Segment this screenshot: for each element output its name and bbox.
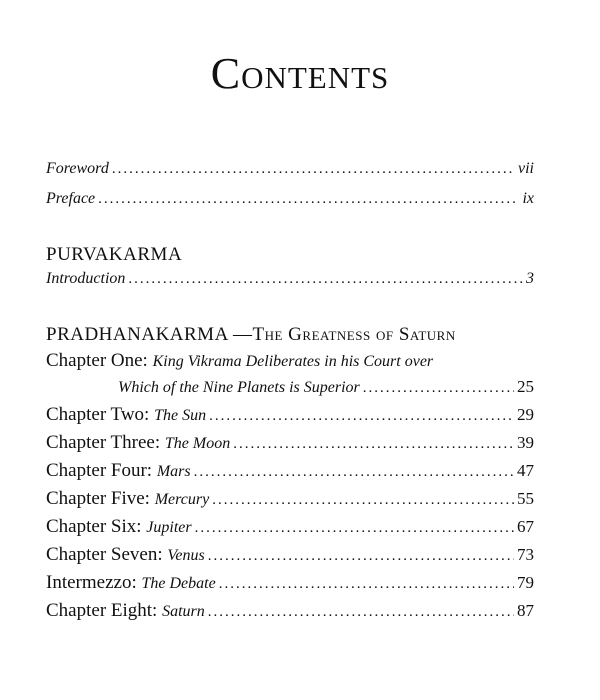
page-number: 67 — [517, 517, 534, 536]
dot-leader — [208, 548, 514, 565]
chapter-prefix: Chapter Four: — [46, 460, 157, 481]
section-heading-pradhanakarma — [46, 324, 534, 350]
section-heading-subtitle: The Greatness of Saturn — [252, 324, 456, 345]
page-number: 47 — [517, 461, 534, 480]
entry-title: King Vikrama Deliberates in his Court over — [152, 353, 434, 370]
dot-leader — [363, 380, 514, 397]
chapter-prefix: Chapter Three: — [46, 432, 165, 453]
toc-entry-intermezzo[interactable] — [46, 572, 534, 600]
dot-leader — [195, 520, 514, 537]
page-number: 73 — [517, 545, 534, 564]
entry-title-continued: Which of the Nine Planets is Superior — [118, 379, 360, 396]
entry-title: The Sun — [154, 407, 207, 424]
toc-entry-foreword[interactable] — [46, 160, 534, 190]
toc-entry-chapter[interactable] — [46, 544, 534, 572]
table-of-contents — [46, 160, 534, 628]
page-number: 25 — [517, 377, 534, 396]
entry-title: Venus — [167, 547, 205, 564]
dot-leader — [208, 604, 514, 621]
chapter-prefix: Chapter One: — [46, 350, 153, 371]
toc-entry-chapter[interactable] — [46, 600, 534, 628]
entry-title: Jupiter — [146, 519, 192, 536]
dot-leader — [194, 464, 514, 481]
toc-entry-chapter-one[interactable] — [46, 350, 534, 376]
entry-title: The Debate — [141, 575, 216, 592]
chapter-prefix: Chapter Six: — [46, 516, 147, 537]
toc-entry-preface[interactable] — [46, 190, 534, 220]
page-number: 3 — [526, 270, 534, 287]
entry-title: Mars — [156, 463, 191, 480]
dot-leader — [98, 191, 519, 208]
entry-title: Mercury — [154, 491, 210, 508]
chapter-prefix: Chapter Eight: — [46, 600, 163, 621]
toc-entry-chapter[interactable] — [46, 460, 534, 488]
dot-leader — [233, 436, 514, 453]
page-number: 87 — [517, 601, 534, 620]
dot-leader — [128, 271, 523, 288]
toc-entry-chapter[interactable] — [46, 404, 534, 432]
section-heading-main: PRADHANAKARMA — — [46, 324, 253, 345]
dot-leader — [212, 492, 514, 509]
page-number: 55 — [517, 489, 534, 508]
dot-leader — [209, 408, 514, 425]
page-number: 39 — [517, 433, 534, 452]
entry-title: Preface — [46, 190, 96, 207]
entry-title: Foreword — [46, 160, 109, 177]
chapter-prefix: Chapter Five: — [46, 488, 155, 509]
chapter-prefix: Chapter Seven: — [46, 544, 168, 565]
entry-title: Introduction — [46, 270, 126, 287]
page-number: ix — [522, 190, 534, 207]
chapter-prefix: Chapter Two: — [46, 404, 155, 425]
toc-entry-chapter[interactable] — [46, 488, 534, 516]
page-title: Contents — [210, 49, 390, 98]
page-number: 29 — [517, 405, 534, 424]
entry-title: The Moon — [164, 435, 231, 452]
page-number: vii — [518, 160, 534, 177]
toc-entry-introduction[interactable] — [46, 270, 534, 300]
entry-title: Saturn — [162, 603, 205, 620]
page-number: 79 — [517, 573, 534, 592]
toc-entry-chapter[interactable] — [46, 516, 534, 544]
dot-leader — [112, 161, 515, 178]
section-heading-purvakarma: PURVAKARMA — [46, 244, 183, 265]
toc-entry-chapter[interactable] — [46, 432, 534, 460]
chapter-prefix: Intermezzo: — [46, 572, 142, 593]
toc-entry-chapter-one-continued[interactable] — [46, 376, 534, 404]
dot-leader — [219, 576, 514, 593]
